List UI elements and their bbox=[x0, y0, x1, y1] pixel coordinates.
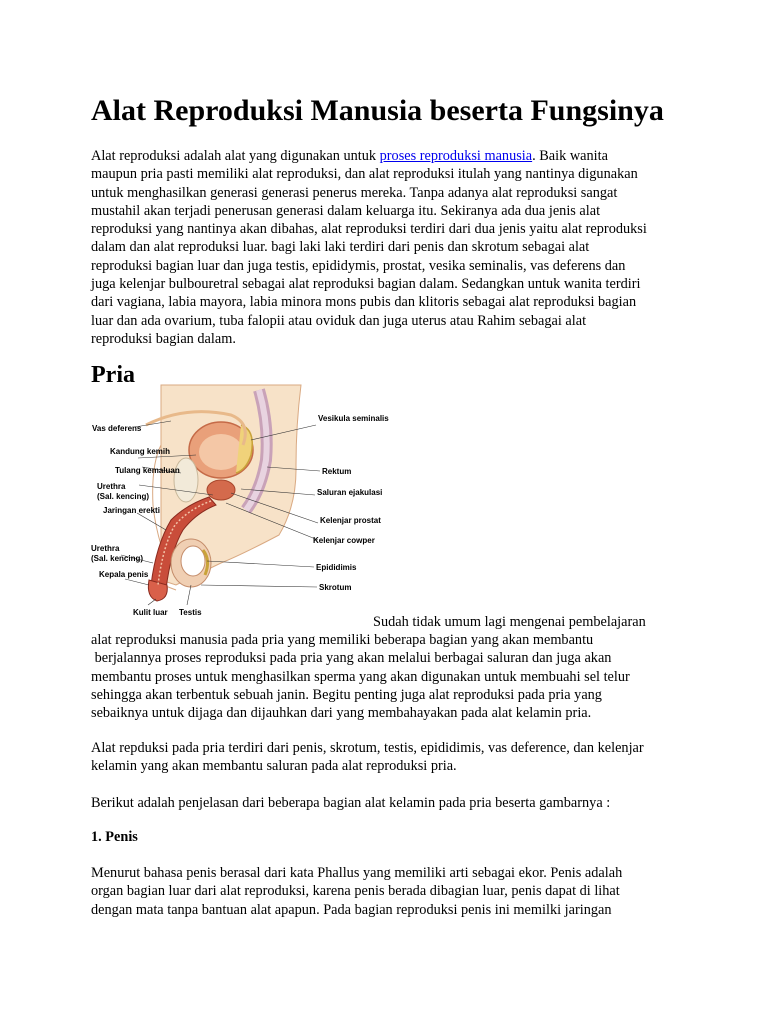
intro-line: maupun pria pasti memiliki alat reproduksi, dan alat reproduksi itulah yang nantinya digunakan bbox=[91, 166, 638, 183]
label-vas-deferens: Vas deferens bbox=[92, 424, 142, 433]
page-title: Alat Reproduksi Manusia beserta Fungsinya bbox=[91, 94, 664, 127]
pria-paragraph-first-line bbox=[373, 613, 693, 631]
intro-line: mustahil akan terjadi penerusan generasi dalam keluarga itu. Sekiranya ada dua jenis alat bbox=[91, 202, 601, 219]
intro-paragraph bbox=[91, 147, 691, 348]
label-rektum: Rektum bbox=[322, 467, 352, 476]
intro-line: dari vagiana, labia mayora, labia minora mons pubis dan klitoris sebagai alat reproduksi bagian bbox=[91, 294, 637, 311]
label-sal-kencing-1: (Sal. kencing) bbox=[97, 492, 150, 501]
intro-line: juga kelenjar bulbouretral sebagai alat reproduksi bagian dalam. Sedangkan untuk wanita terdiri bbox=[91, 276, 641, 293]
intro-line: reproduksi bagian luar dan juga testis, epididymis, prostat, vesika seminalis, vas deferens dan bbox=[91, 257, 626, 274]
pria-line: berjalannya proses reproduksi pada pria yang akan melalui berbagai saluran dan juga akan bbox=[91, 650, 612, 667]
label-urethra-1: Urethra bbox=[97, 482, 126, 491]
anatomy-diagram bbox=[91, 385, 389, 620]
label-testis: Testis bbox=[179, 608, 202, 617]
intro-text-end: . Baik wanita bbox=[532, 148, 608, 164]
pria-line: alat reproduksi manusia pada pria yang memiliki beberapa bagian yang akan membantu bbox=[91, 632, 594, 648]
pria-first-line: Sudah tidak umum lagi mengenai pembelajaran bbox=[373, 614, 646, 630]
pria-paragraph bbox=[91, 631, 691, 722]
label-kepala-penis: Kepala penis bbox=[99, 570, 149, 579]
pria-line: membantu proses untuk menghasilkan sperma yang akan digunakan untuk membuahi sel telur bbox=[91, 668, 630, 685]
intro-line: untuk menghasilkan generasi generasi penerus mereka. Tanpa adanya alat reproduksi sangat bbox=[91, 184, 618, 201]
alat-paragraph bbox=[91, 739, 691, 776]
intro-line bbox=[91, 147, 691, 165]
label-kandung-kemih: Kandung kemih bbox=[110, 447, 171, 456]
label-kelenjar-cowper: Kelenjar cowper bbox=[313, 536, 375, 545]
berikut-paragraph bbox=[91, 794, 691, 812]
penis-line: organ bagian luar dari alat reproduksi, karena penis berada dibagian luar, penis dapat di lihat bbox=[91, 883, 620, 900]
intro-line: reproduksi yang nantinya akan dibahas, alat reproduksi terdiri dari dua jenis yaitu alat reproduksi bbox=[91, 221, 647, 238]
label-vesikula-seminalis: Vesikula seminalis bbox=[318, 414, 389, 423]
intro-line: luar dan ada ovarium, tuba falopii atau oviduk dan juga uterus atau Rahim sebagai alat bbox=[91, 312, 587, 329]
label-skrotum: Skrotum bbox=[319, 583, 352, 592]
alat-line: Alat repduksi pada pria terdiri dari penis, skrotum, testis, epididimis, vas deference, dan kelenjar bbox=[91, 740, 644, 756]
intro-line: dalam dan alat reproduksi luar. bagi laki laki terdiri dari penis dan skrotum sebagai alat bbox=[91, 239, 590, 256]
label-jaringan-erekti: Jaringan erekti bbox=[103, 506, 160, 515]
penis-line: Menurut bahasa penis berasal dari kata Phallus yang memiliki arti sebagai ekor. Penis adalah bbox=[91, 865, 623, 881]
label-urethra-2: Urethra bbox=[91, 544, 120, 553]
pria-line: sehingga akan terbentuk sebuah janin. Begitu penting juga alat reproduksi pada pria yang bbox=[91, 686, 602, 703]
label-kelenjar-prostat: Kelenjar prostat bbox=[320, 516, 381, 525]
heading-penis: 1. Penis bbox=[91, 829, 138, 845]
penis-paragraph bbox=[91, 864, 691, 919]
label-kulit-luar: Kulit luar bbox=[133, 608, 168, 617]
intro-text-start: Alat reproduksi adalah alat yang digunakan untuk bbox=[91, 148, 380, 164]
male-reproductive-figure bbox=[91, 385, 389, 620]
intro-line: reproduksi bagian dalam. bbox=[91, 330, 236, 347]
berikut-line: Berikut adalah penjelasan dari beberapa bagian alat kelamin pada pria beserta gambarnya : bbox=[91, 795, 611, 811]
label-tulang-kemaluan: Tulang kemaluan bbox=[115, 466, 180, 475]
pria-line: sebaiknya untuk dijaga dan dijauhkan dari yang membahayakan pada alat kelamin pria. bbox=[91, 705, 592, 722]
penis-line: dengan mata tanpa bantuan alat apapun. Pada bagian reproduksi penis ini memilki jaringan bbox=[91, 901, 612, 918]
label-epididimis: Epididimis bbox=[316, 563, 357, 572]
alat-line: kelamin yang akan membantu saluran pada alat reproduksi pria. bbox=[91, 758, 457, 775]
label-sal-kencing-2: (Sal. kencing) bbox=[91, 554, 144, 563]
section-heading-pria: Pria bbox=[91, 362, 135, 388]
label-saluran-ejakulasi: Saluran ejakulasi bbox=[317, 488, 383, 497]
proses-reproduksi-link[interactable]: proses reproduksi manusia bbox=[379, 148, 533, 164]
